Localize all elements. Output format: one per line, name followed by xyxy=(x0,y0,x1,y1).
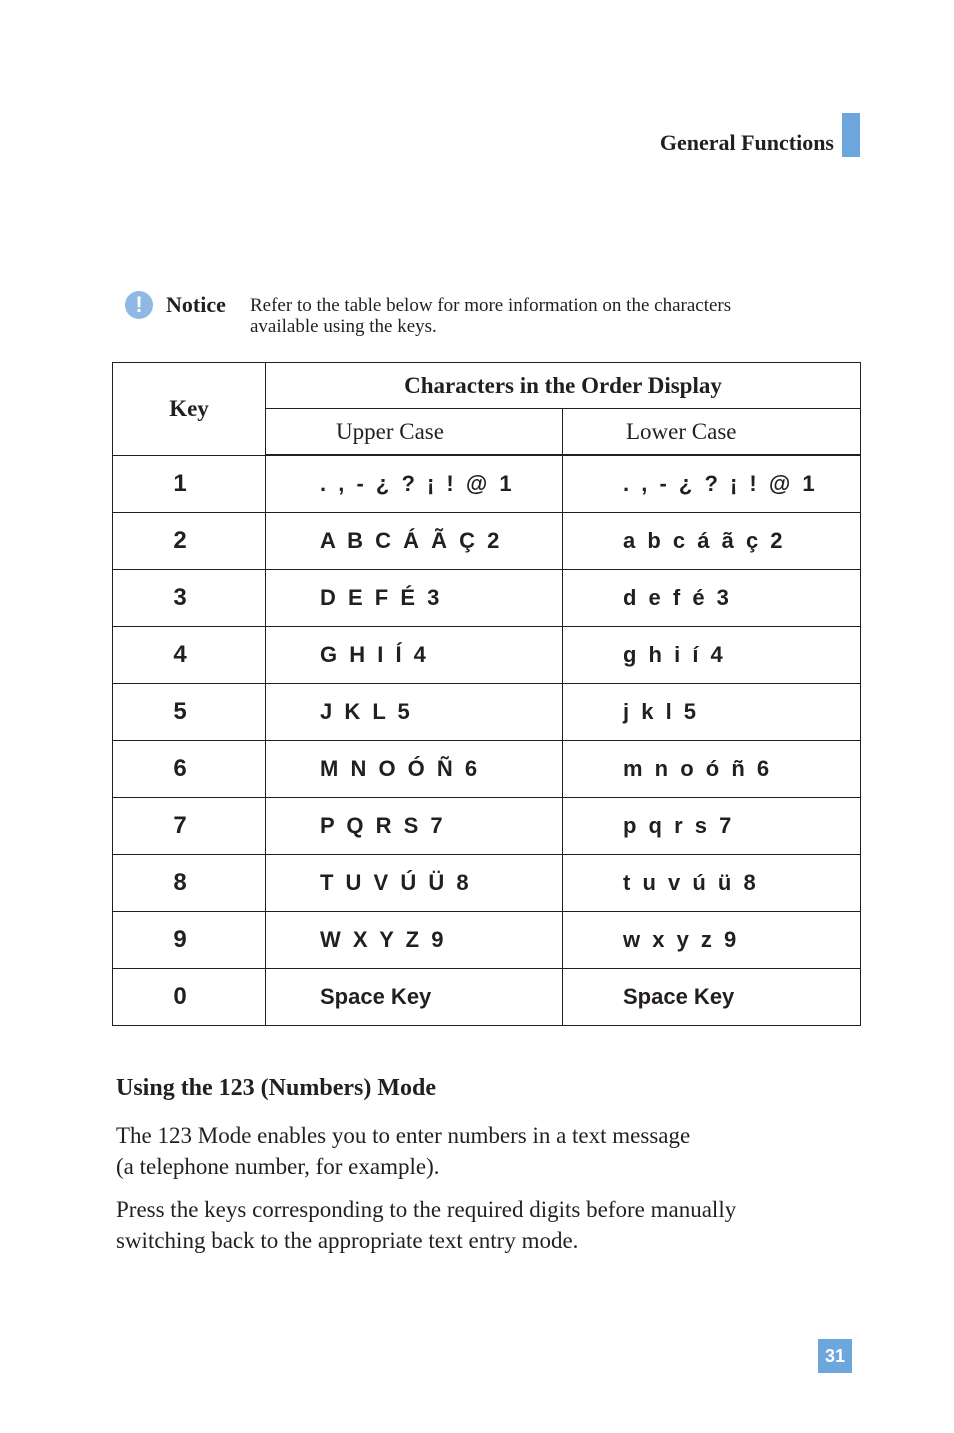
key-cell: 6 xyxy=(113,741,266,798)
upper-case-cell: T U V Ú Ü 8 xyxy=(266,855,563,912)
key-character-table xyxy=(112,362,861,1026)
table-row xyxy=(113,855,861,912)
notice-label: Notice xyxy=(166,292,226,317)
table-row xyxy=(113,741,861,798)
notice-text xyxy=(250,295,830,337)
lower-case-cell: d e f é 3 xyxy=(563,570,861,627)
table-row xyxy=(113,570,861,627)
table-row xyxy=(113,912,861,969)
table-header-key: Key xyxy=(113,363,266,456)
paragraph-line: (a telephone number, for example). xyxy=(116,1154,440,1179)
table-row xyxy=(113,684,861,741)
lower-case-cell: p q r s 7 xyxy=(563,798,861,855)
key-cell: 2 xyxy=(113,513,266,570)
header-accent-bar xyxy=(842,113,860,157)
paragraph-line: The 123 Mode enables you to enter numbers in a text message xyxy=(116,1123,691,1148)
upper-case-cell: J K L 5 xyxy=(266,684,563,741)
key-cell: 8 xyxy=(113,855,266,912)
key-cell: 1 xyxy=(113,455,266,513)
key-cell: 0 xyxy=(113,969,266,1026)
table-row xyxy=(113,627,861,684)
paragraph xyxy=(116,1194,836,1256)
lower-case-cell: g h i í 4 xyxy=(563,627,861,684)
upper-case-cell: G H I Í 4 xyxy=(266,627,563,684)
lower-case-cell: . , - ¿ ? ¡ ! @ 1 xyxy=(563,455,861,513)
key-cell: 9 xyxy=(113,912,266,969)
lower-case-cell: t u v ú ü 8 xyxy=(563,855,861,912)
upper-case-cell: A B C Á Ã Ç 2 xyxy=(266,513,563,570)
lower-case-cell: Space Key xyxy=(563,969,861,1026)
table-row xyxy=(113,513,861,570)
table-row xyxy=(113,455,861,513)
page-number: 31 xyxy=(818,1339,852,1373)
section-title: Using the 123 (Numbers) Mode xyxy=(116,1075,436,1101)
notice-text-line: available using the keys. xyxy=(250,316,437,337)
paragraph-line: switching back to the appropriate text entry mode. xyxy=(116,1228,579,1253)
upper-case-cell: Space Key xyxy=(266,969,563,1026)
lower-case-cell: w x y z 9 xyxy=(563,912,861,969)
table-header-lower-case: Lower Case xyxy=(563,409,861,456)
lower-case-cell: j k l 5 xyxy=(563,684,861,741)
paragraph-line: Press the keys corresponding to the required digits before manually xyxy=(116,1197,737,1222)
upper-case-cell: . , - ¿ ? ¡ ! @ 1 xyxy=(266,455,563,513)
upper-case-cell: D E F É 3 xyxy=(266,570,563,627)
page-header-title: General Functions xyxy=(659,130,834,155)
table-header-upper-case: Upper Case xyxy=(266,409,563,456)
table-row xyxy=(113,969,861,1026)
key-cell: 5 xyxy=(113,684,266,741)
table-row xyxy=(113,798,861,855)
paragraph xyxy=(116,1120,836,1182)
upper-case-cell: W X Y Z 9 xyxy=(266,912,563,969)
key-cell: 7 xyxy=(113,798,266,855)
exclamation-icon: ! xyxy=(125,291,153,319)
upper-case-cell: M N O Ó Ñ 6 xyxy=(266,741,563,798)
table-header-characters: Characters in the Order Display xyxy=(266,363,861,409)
lower-case-cell: a b c á ã ç 2 xyxy=(563,513,861,570)
notice-text-line: Refer to the table below for more information on the characters xyxy=(250,295,732,316)
key-cell: 3 xyxy=(113,570,266,627)
upper-case-cell: P Q R S 7 xyxy=(266,798,563,855)
key-cell: 4 xyxy=(113,627,266,684)
lower-case-cell: m n o ó ñ 6 xyxy=(563,741,861,798)
